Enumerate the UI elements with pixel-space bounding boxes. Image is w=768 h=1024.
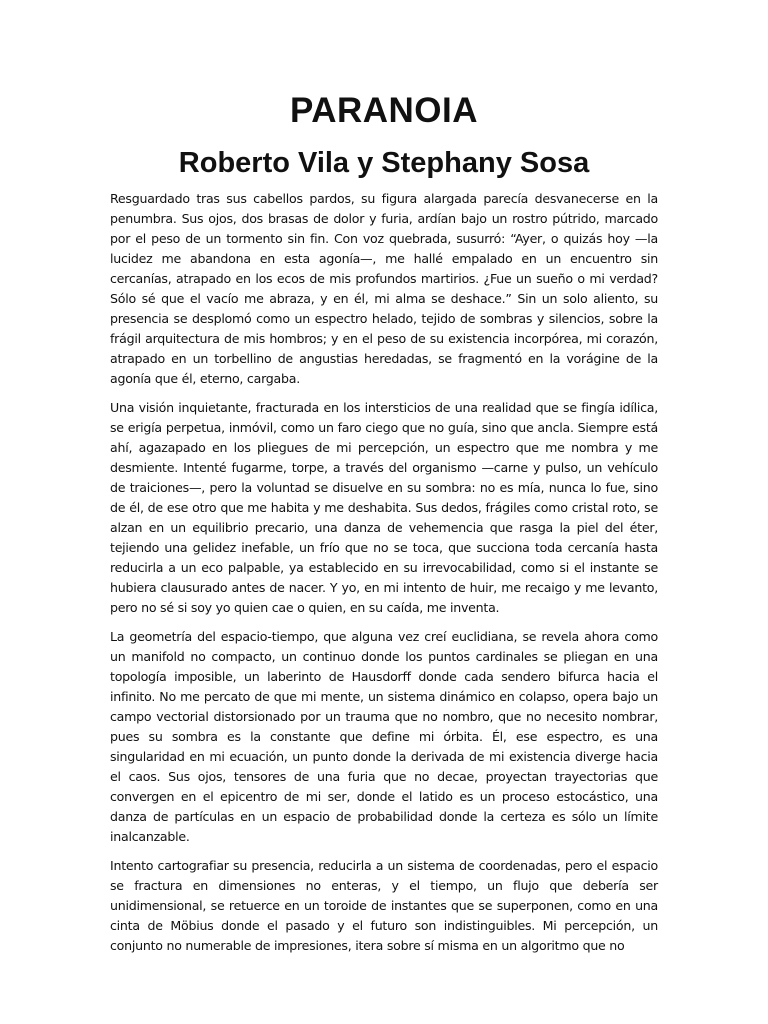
document-body — [110, 189, 658, 965]
paragraph: Intento cartografiar su presencia, reducirla a un sistema de coordenadas, pero el espacio se fractura en dimensiones no enteras, y el tiempo, un flujo que debería ser unidimensional, se retuerce en un toroide de instantes que se superponen, como en una cinta de Möbius donde el pasado y el futuro son indistinguibles. Mi percepción, un conjunto no numerable de impresiones, itera sobre sí misma en un algoritmo que no — [110, 858, 658, 953]
paragraph: Resguardado tras sus cabellos pardos, su figura alargada parecía desvanecerse en la penumbra. Sus ojos, dos brasas de dolor y furia, ardían bajo un rostro pútrido, marcado por el peso de un tormento sin fin. Con voz quebrada, susurró: “Ayer, o quizás hoy —la lucidez me abandona en esta agonía—, me hallé empalado en un encuentro sin cercanías, atrapado en los ecos de mis profundos martirios. ¿Fue un sueño o mi verdad? Sólo sé que el vacío me abraza, y en él, mi alma se deshace.” Sin un solo aliento, su presencia se desplomó como un espectro helado, tejido de sombras y silencios, sobre la frágil arquitectura de mis hombros; y en el peso de su existencia incorpórea, mi corazón, atrapado en un torbellino de angustias heredadas, se fragmentó en la vorágine de la agonía que él, eterno, cargaba. — [110, 191, 658, 386]
document-title: PARANOIA — [289, 91, 479, 130]
document-authors: Roberto Vila y Stephany Sosa — [178, 147, 590, 179]
paragraph: La geometría del espacio-tiempo, que alguna vez creí euclidiana, se revela ahora como un manifold no compacto, un continuo donde los puntos cardinales se pliegan en una topología imposible, un laberinto de Hausdorff donde cada sendero bifurca hacia el infinito. No me percato de que mi mente, un sistema dinámico en colapso, opera bajo un campo vectorial distorsionado por un trauma que no nombro, que no necesito nombrar, pues su sombra es la constante que define mi órbita. Él, ese espectro, es una singularidad en mi ecuación, un punto donde la derivada de mi existencia diverge hacia el caos. Sus ojos, tensores de una furia que no decae, proyectan trayectorias que convergen en el epicentro de mi ser, donde el latido es un proceso estocástico, una danza de partículas en un espacio de probabilidad donde la certeza es sólo un límite inalcanzable. — [110, 629, 658, 844]
paragraph: Una visión inquietante, fracturada en los intersticios de una realidad que se fingía idílica, se erigía perpetua, inmóvil, como un faro ciego que no guía, sino que ancla. Siempre está ahí, agazapado en los pliegues de mi percepción, un espectro que me nombra y me desmiente. Intenté fugarme, torpe, a través del organismo —carne y pulso, un vehículo de traiciones—, pero la voluntad se disuelve en su sombra: no es mía, nunca lo fue, sino de él, de ese otro que me habita y me deshabita. Sus dedos, frágiles como cristal roto, se alzan en un equilibrio precario, una danza de vehemencia que rasga la piel del éter, tejiendo una gelidez inefable, un frío que no se toca, que succiona toda cercanía hasta reducirla a un eco palpable, ya establecido en su irrevocabilidad, como si el instante se hubiera clausurado antes de nacer. Y yo, en mi intento de huir, me recaigo y me levanto, pero no sé si soy yo quien cae o quien, en su caída, me inventa. — [110, 400, 658, 615]
